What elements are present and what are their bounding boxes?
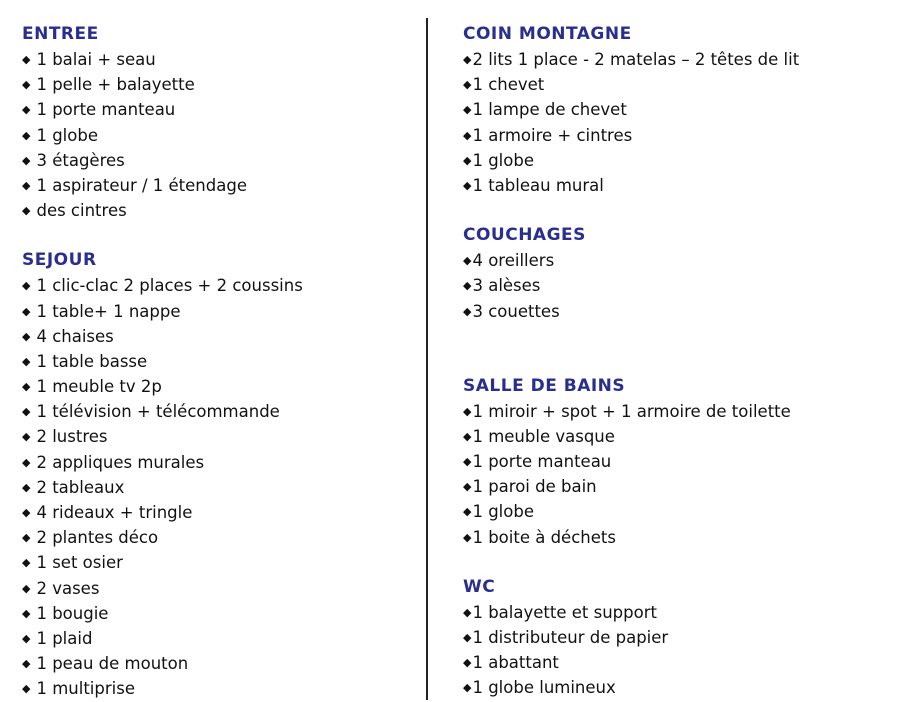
- list-item: [463, 399, 893, 424]
- section-heading: SEJOUR: [22, 250, 97, 271]
- list-item: [22, 424, 412, 449]
- section-coin-montagne: [463, 22, 893, 198]
- item-text: 3 étagères: [36, 150, 125, 170]
- list-item: [22, 349, 412, 374]
- bullet-icon: ◆: [22, 480, 31, 494]
- bullet-icon: ◆: [463, 254, 472, 268]
- item-text: 1 table+ 1 nappe: [36, 301, 181, 321]
- list-item: [463, 47, 893, 72]
- item-text: 3 couettes: [472, 301, 560, 321]
- list-item: [463, 72, 893, 97]
- list-item: [22, 173, 412, 198]
- list-item: [22, 500, 412, 525]
- item-text: 1 tableau mural: [472, 175, 604, 195]
- list-item: [22, 273, 412, 298]
- bullet-icon: ◆: [22, 405, 31, 419]
- list-item: [22, 47, 412, 72]
- item-text: 1 multiprise: [36, 679, 135, 699]
- item-text: 4 oreillers: [472, 251, 555, 271]
- item-text: 1 miroir + spot + 1 armoire de toilette: [472, 401, 791, 421]
- item-text: 1 globe lumineux: [472, 678, 616, 698]
- section-heading: WC: [463, 576, 496, 597]
- bullet-icon: ◆: [22, 279, 31, 293]
- item-text: 2 lustres: [36, 427, 108, 447]
- bullet-icon: ◆: [463, 53, 472, 66]
- bullet-icon: ◆: [463, 480, 472, 494]
- bullet-icon: ◆: [22, 606, 31, 620]
- item-text: 1 meuble tv 2p: [36, 377, 162, 397]
- item-text: 1 boite à déchets: [472, 527, 616, 547]
- bullet-icon: ◆: [22, 78, 31, 92]
- list-item: [463, 600, 893, 625]
- left-column: [22, 22, 412, 702]
- bullet-icon: ◆: [22, 128, 31, 142]
- list-item: [463, 173, 893, 198]
- item-text: 1 clic-clac 2 places + 2 coussins: [36, 276, 303, 296]
- bullet-icon: ◆: [22, 430, 31, 444]
- list-item: [22, 576, 412, 601]
- item-text: 2 vases: [36, 578, 100, 598]
- bullet-icon: ◆: [463, 103, 472, 117]
- list-item: [463, 525, 893, 550]
- list-item: [22, 550, 412, 575]
- bullet-icon: ◆: [22, 354, 31, 368]
- list-item: [22, 399, 412, 424]
- bullet-icon: ◆: [22, 103, 31, 117]
- list-item: [463, 424, 893, 449]
- item-text: 1 bougie: [36, 603, 109, 623]
- section-spacer: [463, 324, 893, 374]
- bullet-icon: ◆: [22, 506, 31, 519]
- bullet-icon: ◆: [463, 153, 472, 167]
- section-heading: COUCHAGES: [463, 225, 586, 246]
- list-item: [463, 499, 893, 524]
- bullet-icon: ◆: [22, 581, 31, 595]
- list-item: [22, 374, 412, 399]
- section-heading: SALLE DE BAINS: [463, 375, 626, 396]
- item-text: 1 lampe de chevet: [472, 100, 627, 120]
- list-item: [22, 123, 412, 148]
- item-text: 1 porte manteau: [472, 452, 612, 472]
- item-text: 4 rideaux + tringle: [36, 503, 193, 522]
- bullet-icon: ◆: [22, 380, 31, 394]
- section-sejour: [22, 248, 412, 701]
- item-text: 1 abattant: [472, 653, 559, 673]
- item-text: 2 lits 1 place - 2 matelas – 2 têtes de lit: [472, 50, 800, 69]
- list-item: [463, 625, 893, 650]
- item-text: 1 armoire + cintres: [472, 125, 633, 145]
- list-item: [22, 324, 412, 349]
- right-column: [463, 22, 893, 701]
- bullet-icon: ◆: [22, 657, 31, 671]
- list-item: [22, 676, 412, 701]
- item-text: 1 porte manteau: [36, 100, 176, 120]
- list-item: [463, 474, 893, 499]
- section-heading: COIN MONTAGNE: [463, 24, 632, 44]
- column-divider: [426, 18, 428, 700]
- list-item: [463, 299, 893, 324]
- item-text: 1 peau de mouton: [36, 654, 189, 674]
- item-text: 1 globe: [472, 502, 534, 522]
- item-text: 1 aspirateur / 1 étendage: [36, 175, 247, 195]
- item-text: 1 pelle + balayette: [36, 75, 195, 95]
- list-item: [22, 475, 412, 500]
- item-text: 3 alèses: [472, 276, 541, 296]
- list-item: [463, 123, 893, 148]
- item-text: 1 globe: [472, 150, 534, 170]
- bullet-icon: ◆: [463, 429, 472, 443]
- bullet-icon: ◆: [463, 505, 472, 519]
- item-text: 1 balai + seau: [36, 50, 156, 69]
- list-item: [22, 651, 412, 676]
- list-item: [463, 650, 893, 675]
- item-text: 2 appliques murales: [36, 452, 205, 472]
- list-item: [463, 248, 893, 273]
- section-spacer: [22, 223, 412, 248]
- item-text: 1 set osier: [36, 553, 123, 573]
- item-text: 1 plaid: [36, 628, 93, 648]
- section-wc: [463, 575, 893, 701]
- item-text: 1 table basse: [36, 351, 148, 371]
- list-item: [22, 198, 412, 223]
- bullet-icon: ◆: [22, 631, 31, 645]
- bullet-icon: ◆: [22, 682, 31, 696]
- bullet-icon: ◆: [463, 530, 472, 544]
- bullet-icon: ◆: [463, 656, 472, 670]
- bullet-icon: ◆: [463, 128, 472, 142]
- item-text: 1 meuble vasque: [472, 426, 615, 446]
- section-spacer: [463, 198, 893, 223]
- list-item: [22, 626, 412, 651]
- item-text: des cintres: [36, 201, 127, 221]
- bullet-icon: ◆: [22, 53, 31, 66]
- section-spacer: [463, 550, 893, 575]
- item-text: 4 chaises: [36, 326, 114, 346]
- bullet-icon: ◆: [22, 204, 31, 218]
- bullet-icon: ◆: [22, 304, 31, 318]
- item-text: 2 tableaux: [36, 477, 125, 497]
- list-item: [22, 299, 412, 324]
- list-item: [463, 273, 893, 298]
- item-text: 1 télévision + télécommande: [36, 402, 280, 422]
- list-item: [22, 97, 412, 122]
- list-item: [463, 675, 893, 700]
- list-item: [463, 97, 893, 122]
- bullet-icon: ◆: [463, 455, 472, 469]
- list-item: [22, 148, 412, 173]
- bullet-icon: ◆: [22, 531, 31, 545]
- list-item: [22, 72, 412, 97]
- bullet-icon: ◆: [463, 631, 472, 644]
- section-couchages: [463, 223, 893, 324]
- item-text: 1 paroi de bain: [472, 477, 597, 497]
- bullet-icon: ◆: [463, 178, 472, 192]
- item-text: 1 distributeur de papier: [472, 628, 669, 647]
- bullet-icon: ◆: [22, 153, 31, 167]
- list-item: [463, 148, 893, 173]
- item-text: 2 plantes déco: [36, 528, 159, 548]
- section-entree: [22, 22, 412, 223]
- item-text: 1 balayette et support: [472, 602, 657, 622]
- bullet-icon: ◆: [22, 556, 31, 570]
- list-item: [22, 525, 412, 550]
- bullet-icon: ◆: [463, 404, 472, 418]
- list-item: [22, 601, 412, 626]
- section-salle-de-bains: [463, 374, 893, 550]
- bullet-icon: ◆: [22, 455, 31, 469]
- bullet-icon: ◆: [463, 279, 472, 293]
- item-text: 1 globe: [36, 125, 98, 145]
- bullet-icon: ◆: [22, 178, 31, 192]
- bullet-icon: ◆: [463, 681, 472, 695]
- bullet-icon: ◆: [463, 304, 472, 318]
- section-heading: ENTREE: [22, 24, 99, 44]
- bullet-icon: ◆: [463, 78, 472, 92]
- bullet-icon: ◆: [22, 329, 31, 343]
- list-item: [22, 450, 412, 475]
- list-item: [463, 449, 893, 474]
- bullet-icon: ◆: [463, 605, 472, 619]
- item-text: 1 chevet: [472, 75, 545, 95]
